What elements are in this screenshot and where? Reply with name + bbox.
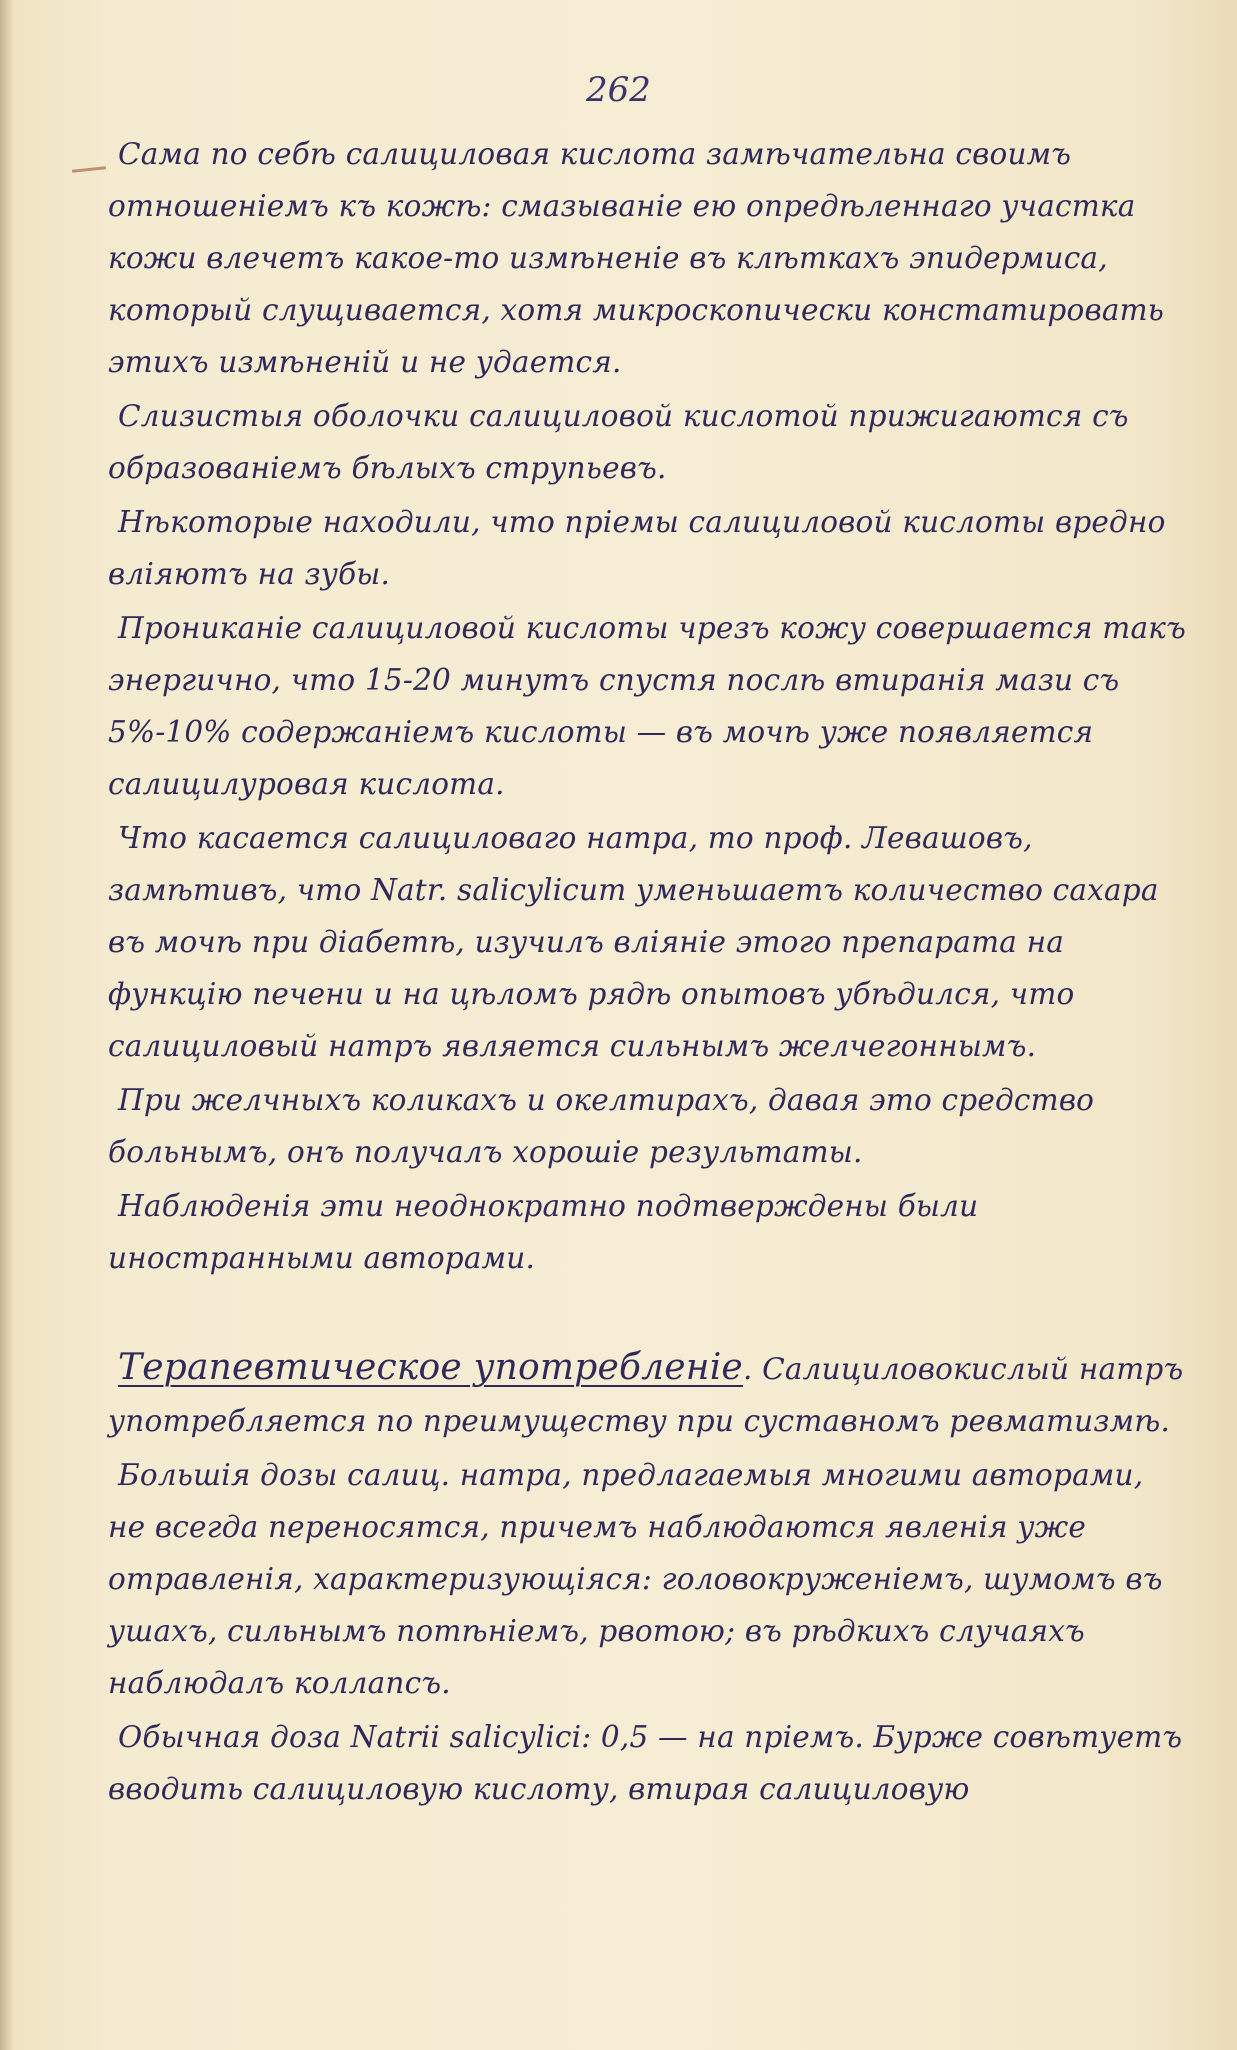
paragraph-skin-absorption: Прониканіе салициловой кислоты чрезъ кожу совершается такъ энергично, что 15-20 минутъ спустя послѣ втиранія мази съ 5%-10% содержаніемъ кислоты — въ мочѣ уже появляется салицилуровая кислота.	[108, 611, 1186, 801]
margin-mark	[72, 166, 106, 173]
binding-shadow	[0, 0, 14, 2050]
paragraph-mucosa: Слизистыя оболочки салициловой кислотой прижигаются съ образованіемъ бѣлыхъ струпьевъ.	[108, 399, 1129, 485]
paragraph-large-doses: Большія дозы салиц. натра, предлагаемыя многими авторами, не всегда переносятся, причемъ наблюдаются явленія уже отравленія, характеризующіяся: головокруженіемъ, шумомъ въ ушахъ, сильнымъ потѣніемъ, рвотою; въ рѣдкихъ случаяхъ наблюдалъ коллапсъ.	[108, 1458, 1163, 1700]
paragraph-observations: Наблюденія эти неоднократно подтверждены были иностранными авторами.	[108, 1189, 979, 1275]
paragraph-usual-dose: Обычная доза Natrii salicylici: 0,5 — на пріемъ. Бурже совѣтуетъ вводить салициловую кислоту, втирая салициловую	[108, 1720, 1183, 1806]
paragraph-levashov: Что касается салициловаго натра, то проф. Левашовъ, замѣтивъ, что Natr. salicylicum уменьшаетъ количество сахара въ мочѣ при діабетѣ, изучилъ вліяніе этого препарата на функцію печени и на цѣломъ рядѣ опытовъ убѣдился, что салициловый натръ является сильнымъ желчегоннымъ.	[108, 821, 1159, 1063]
paragraph-colic: При желчныхъ коликахъ и окелтирахъ, давая это средство больнымъ, онъ получалъ хорошіе результаты.	[108, 1083, 1095, 1169]
paragraph-teeth: Нѣкоторые находили, что пріемы салициловой кислоты вредно вліяютъ на зубы.	[108, 505, 1166, 591]
paragraph-skin-effect: Сама по себѣ салициловая кислота замѣчательна своимъ отношеніемъ къ кожѣ: смазываніе ею опредѣленнаго участка кожи влечетъ какое-то измѣненіе въ клѣткахъ эпидермиса, который слущивается, хотя микроскопически констатировать этихъ измѣненій и не удается.	[108, 137, 1165, 379]
section-heading: Терапевтическое употребленіе	[118, 1347, 743, 1388]
page-number: 262	[586, 70, 651, 110]
manuscript-body	[108, 128, 1188, 1817]
section-heading-tail: . Салициловокислый натръ употребляется по преимуществу при суставномъ ревматизмѣ.	[108, 1352, 1184, 1438]
therapeutic-section	[108, 1342, 1188, 1447]
